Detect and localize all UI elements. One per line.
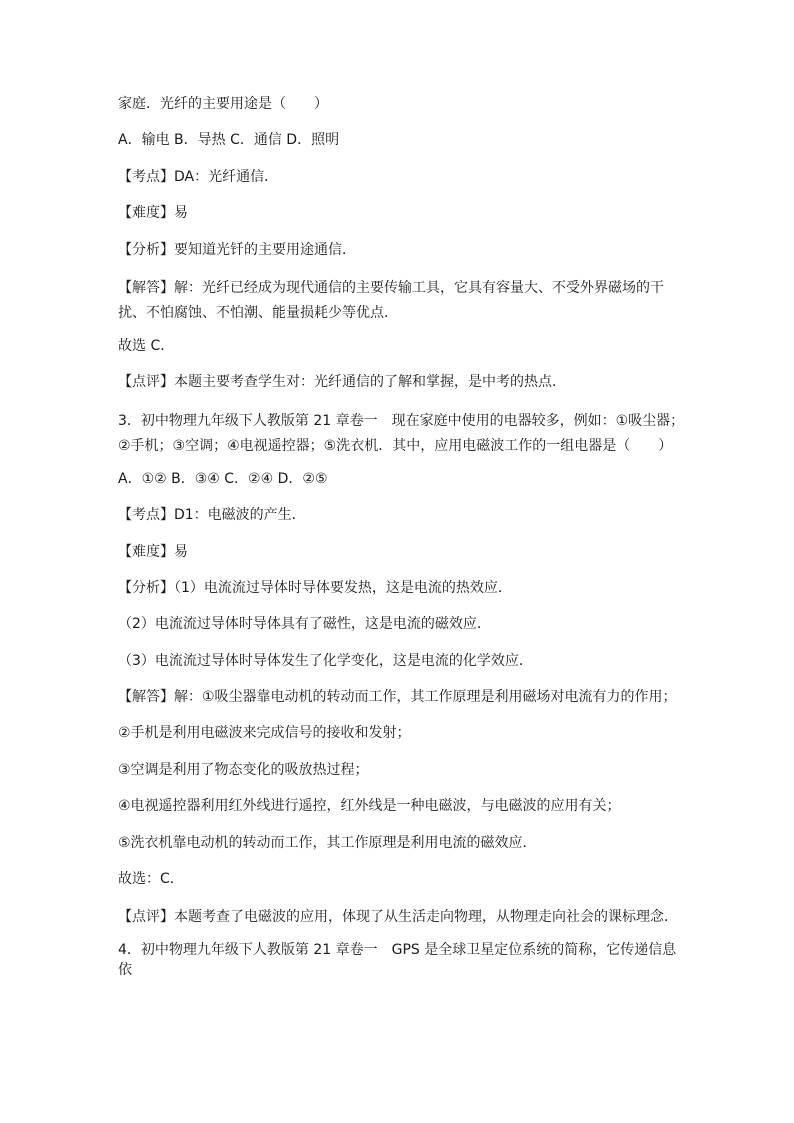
question-2-options: A．输电 B．导热 C．通信 D．照明 xyxy=(118,132,340,149)
question-2-stem-continuation: 家庭．光纤的主要用途是（ ） xyxy=(118,96,328,112)
question-3-solution-1: 【解答】解：①吸尘器靠电动机的转动而工作，其工作原理是利用磁场对电流有力的作用； xyxy=(118,689,677,706)
question-3-analysis-2: （2）电流流过导体时导体具有了磁性，这是电流的磁效应． xyxy=(118,616,491,633)
question-2-answer: 故选 C． xyxy=(118,337,175,354)
question-3-knowledge-point: 【考点】D1：电磁波的产生． xyxy=(118,507,306,524)
question-3-solution-3: ③空调是利用了物态变化的吸放热过程； xyxy=(118,761,369,778)
question-2-analysis: 【分析】要知道光钎的主要用途通信． xyxy=(118,241,356,258)
question-2-knowledge-point: 【考点】DA：光纤通信． xyxy=(118,168,279,185)
question-4-stem: 4．初中物理九年级下人教版第 21 章卷一 GPS 是全球卫星定位系统的简称，它传递信息依 xyxy=(118,942,677,979)
question-2-difficulty: 【难度】易 xyxy=(118,205,188,222)
question-3-analysis-3: （3）电流流过导体时导体发生了化学变化，这是电流的化学效应． xyxy=(118,652,533,669)
question-3-solution-5: ⑤洗衣机靠电动机的转动而工作，其工作原理是利用电流的磁效应． xyxy=(118,834,537,851)
question-3-comment: 【点评】本题考查了电磁波的应用，体现了从生活走向物理，从物理走向社会的课标理念． xyxy=(118,909,678,926)
document-page xyxy=(118,94,688,997)
question-2-comment: 【点评】本题主要考查学生对：光纤通信的了解和掌握，是中考的热点． xyxy=(118,374,566,391)
question-3-solution-4: ④电视遥控器利用红外线进行遥控，红外线是一种电磁波，与电磁波的应用有关； xyxy=(118,798,621,815)
question-3-options: A．①② B．③④ C．②④ D．②⑤ xyxy=(118,470,328,487)
question-2-solution: 【解答】解：光纤已经成为现代通信的主要传输工具，它具有容量大、不受外界磁场的干扰、不怕腐蚀、不怕潮、能量损耗少等优点． xyxy=(118,279,664,321)
question-3-solution-2: ②手机是利用电磁波来完成信号的接收和发射； xyxy=(118,725,411,742)
question-3-analysis-1: 【分析】（1）电流流过导体时导体要发热，这是电流的热效应． xyxy=(118,579,512,596)
question-3-answer: 故选：C． xyxy=(118,871,184,888)
question-3-difficulty: 【难度】易 xyxy=(118,543,188,560)
question-3-stem: 3．初中物理九年级下人教版第 21 章卷一 现在家庭中使用的电器较多，例如：①吸尘器；②手机；③空调；④电视遥控器；⑤洗衣机．其中，应用电磁波工作的一组电器是（ ） xyxy=(118,412,685,454)
